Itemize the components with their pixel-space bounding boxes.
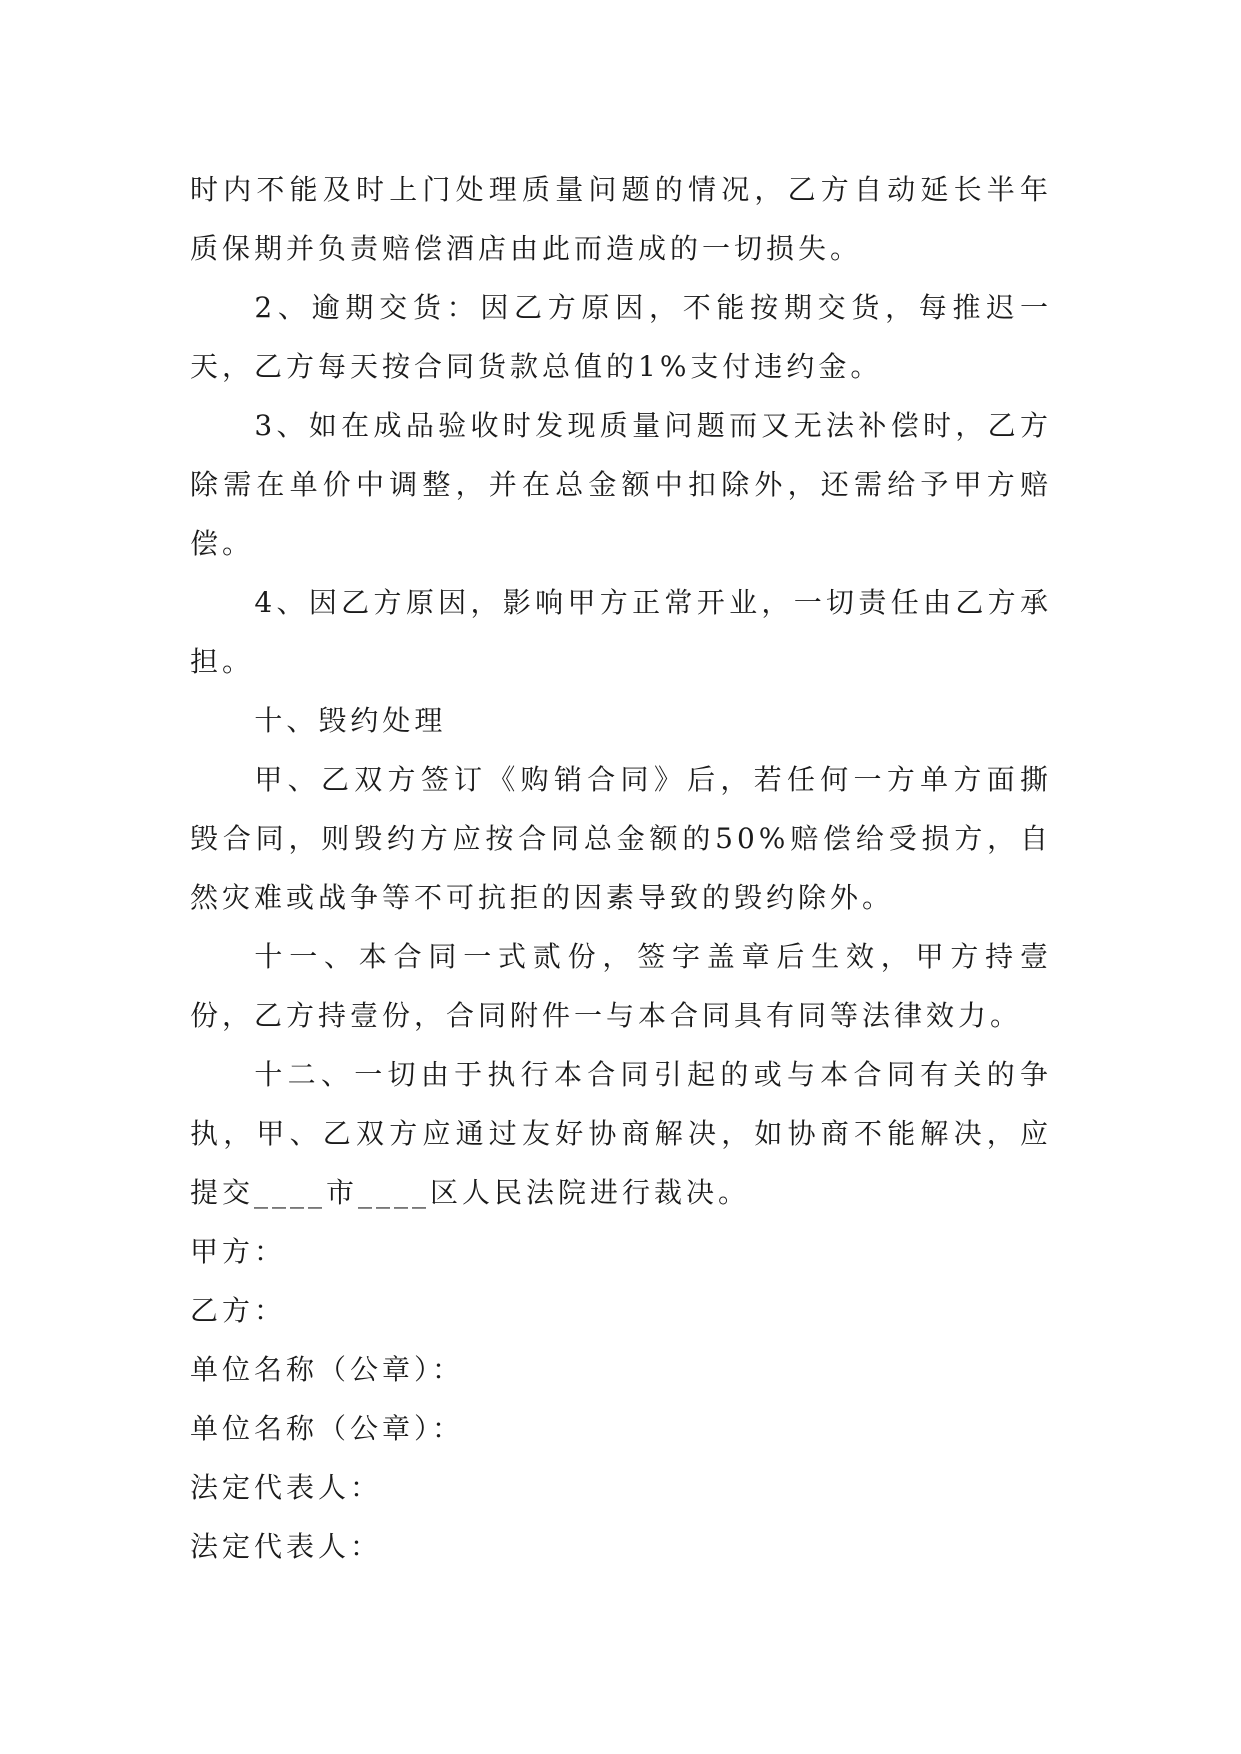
- signature-legal-rep-a: 法定代表人：: [190, 1471, 383, 1504]
- paragraph-continuation: 时内不能及时上门处理质量问题的情况，乙方自动延长半年质保期并负责赔偿酒店由此而造成的一切损失。: [190, 173, 1052, 265]
- paragraph-opening-responsibility: 4、因乙方原因，影响甲方正常开业，一切责任由乙方承担。: [190, 586, 1052, 678]
- signature-legal-rep-b: 法定代表人：: [190, 1530, 383, 1563]
- signature-unit-name-b: 单位名称（公章）：: [190, 1412, 465, 1445]
- paragraph-late-delivery: 2、逾期交货：因乙方原因，不能按期交货，每推迟一天，乙方每天按合同货款总值的1%支付违约金。: [190, 291, 1052, 383]
- paragraph-breach-terms: 甲、乙双方签订《购销合同》后，若任何一方单方面撕毁合同，则毁约方应按合同总金额的50%赔偿给受损方，自然灾难或战争等不可抗拒的因素导致的毁约除外。: [190, 763, 1052, 914]
- section-heading-breach: 十、毁约处理: [254, 704, 447, 737]
- signature-party-b: 乙方：: [190, 1294, 287, 1327]
- paragraph-quality-compensation: 3、如在成品验收时发现质量问题而又无法补偿时，乙方除需在单价中调整，并在总金额中扣除外，还需给予甲方赔偿。: [190, 409, 1052, 560]
- contract-body: [190, 160, 1052, 1576]
- paragraph-copies: 十一、本合同一式贰份，签字盖章后生效，甲方持壹份，乙方持壹份，合同附件一与本合同具有同等法律效力。: [190, 940, 1052, 1032]
- paragraph-dispute-resolution: 十二、一切由于执行本合同引起的或与本合同有关的争执，甲、乙双方应通过友好协商解决，如协商不能解决，应提交____市____区人民法院进行裁决。: [190, 1058, 1052, 1209]
- signature-unit-name-a: 单位名称（公章）：: [190, 1353, 465, 1386]
- signature-party-a: 甲方：: [190, 1235, 287, 1268]
